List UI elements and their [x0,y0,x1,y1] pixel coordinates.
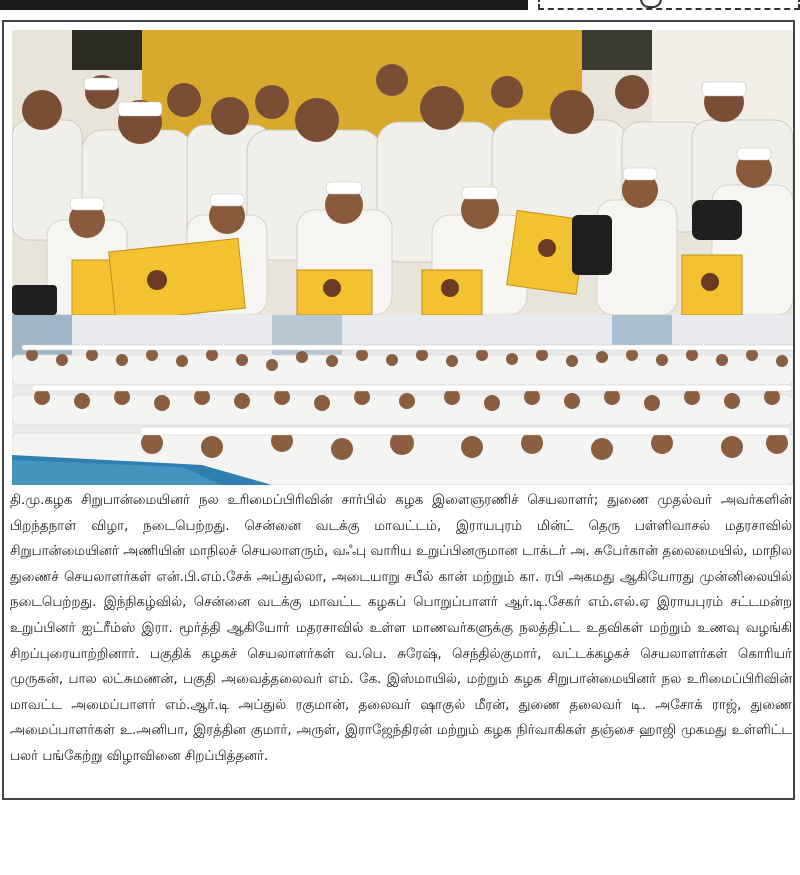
group-photo-illustration [12,30,793,315]
header-rule [0,0,528,10]
news-article [2,20,795,800]
article-caption: தி.மு.கழக சிறுபான்மையினர் நல உரிமைப்பிரிவின் சார்பில் கழக இளைஞரணிச் செயலாளர்; துணை முதல்வர் அவர்களின் பிறந்தநாள் விழா, நடைபெற்றது. சென்னை வடக்கு மாவட்டம், இராயபுரம் மின்ட் தெரு பள்ளிவாசல் மதரசாவில் சிறுபான்மையினர் அணியின் மாநிலச் செயலாளரும், வஃபு வாரிய உறுப்பினருமான டாக்டர் அ. சுபேர்கான் தலைமையில், மாநில துணைச் செயலாளர்கள் என்.பி.எம்.சேக் அப்துல்லா, அடையாறு சபீல் கான் மற்றும் கா. ரபி அகமது ஆகியோரது முன்னிலையில் நடைபெற்றது. இந்நிகழ்வில், சென்னை வடக்கு மாவட்ட கழகப் பொறுப்பாளர் ஆர்.டி.சேகர் எம்.எல்.ஏ இராயபுரம் சட்டமன்ற உறுப்பினர் ஐட்ரீம்ஸ் இரா. மூர்த்தி ஆகியோர் மதரசாவில் உள்ள மாணவர்களுக்கு நலத்திட்ட உதவிகள் மற்றும் உணவு வழங்கி சிறப்புரையாற்றினார். பகுதிக் கழகச் செயலாளர்கள் வ.பெ. சுரேஷ், செந்தில்குமார், வட்டக்கழகச் செயலாளர்கள் கொரியர் முருகன், பால லட்சுமணன், பகுதி அவைத்தலைவர் எம். கே. இஸ்மாயில், மற்றும் கழக சிறுபான்மையினர் நல உரிமைப்பிரிவின் மாவட்ட அமைப்பாளர் எம்.ஆர்.டி அப்துல் ரகுமான், தலைவர் ஷாகுல் மீரன், துணை தலைவர் டி. அசோக் ராஜ், துணை அமைப்பாளர்கள் உ.அனிபா, இரத்தின குமார், அருள், இராஜேந்திரன் மற்றும் கழக நிர்வாகிகள் தஞ்சை ஹாஜி முகமது உள்ளிட்ட பலர் பங்கேற்று விழாவினை சிறப்பித்தனர். [10,493,792,764]
page-top-strip [0,0,800,20]
event-photo-group [12,30,793,315]
students-photo-illustration [12,315,793,485]
event-photo-students [12,315,793,485]
adjacent-dashed-box [538,0,800,10]
